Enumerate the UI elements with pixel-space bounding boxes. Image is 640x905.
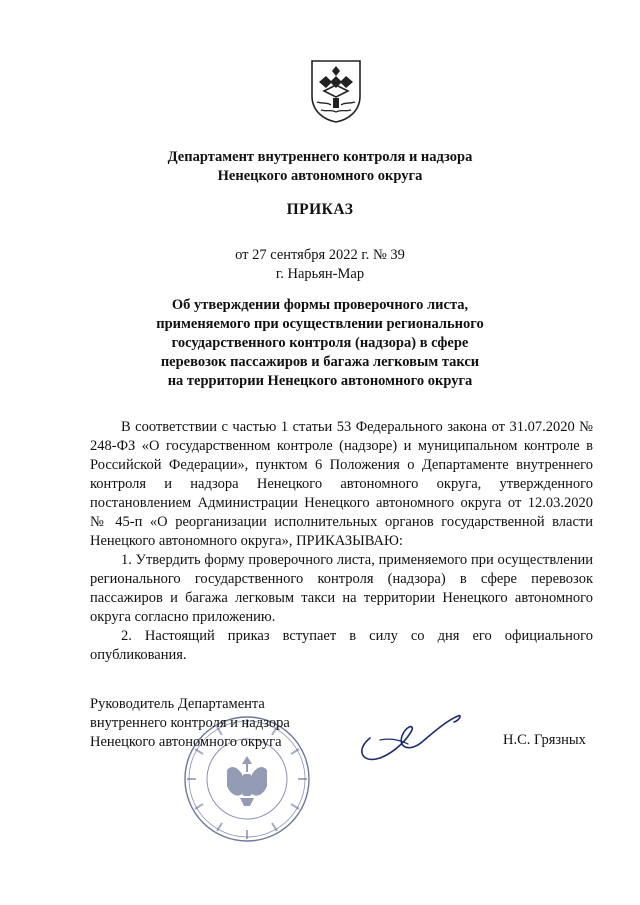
signatory-position bbox=[90, 695, 290, 752]
title-line: применяемого при осуществлении регионального bbox=[156, 316, 484, 332]
document-body bbox=[90, 418, 593, 665]
document-type: ПРИКАЗ bbox=[286, 201, 354, 218]
department-line: Ненецкого автономного округа bbox=[217, 168, 423, 184]
date-number: от 27 сентября 2022 г. № 39 bbox=[235, 247, 405, 263]
date-and-place bbox=[0, 246, 640, 284]
position-line: Ненецкого автономного округа bbox=[90, 734, 282, 750]
department-name bbox=[0, 148, 640, 186]
document-title bbox=[0, 296, 640, 391]
position-line: Руководитель Департамента bbox=[90, 696, 265, 712]
department-line: Департамент внутреннего контроля и надзора bbox=[167, 149, 473, 165]
coat-of-arms-icon bbox=[309, 58, 363, 124]
title-line: государственного контроля (надзора) в сфере bbox=[171, 335, 469, 351]
place: г. Нарьян-Мар bbox=[275, 266, 365, 282]
title-line: на территории Ненецкого автономного округа bbox=[167, 373, 473, 389]
title-line: перевозок пассажиров и багажа легковым такси bbox=[160, 354, 480, 370]
position-line: внутреннего контроля и надзора bbox=[90, 715, 290, 731]
signatory-name: Н.С. Грязных bbox=[503, 732, 586, 748]
item-2-paragraph: 2. Настоящий приказ вступает в силу со дня его официального опубликования. bbox=[90, 628, 593, 663]
item-1-paragraph: 1. Утвердить форму проверочного листа, применяемого при осуществлении регионального государственного контроля (надзора) в сфере перевозок пассажиров и багажа легковым такси на территории Ненецкого автономного округа согласно приложению. bbox=[90, 552, 593, 625]
preamble-paragraph: В соответствии с частью 1 статьи 53 Федерального закона от 31.07.2020 № 248-ФЗ «О государственном контроле (надзоре) и муниципальном контроле в Российской Федерации», пунктом 6 Положения о Департаменте внутреннего контроля и надзора Ненецкого автономного округа, утвержденного постановлением Администрации Ненецкого автономного округа от 12.03.2020 № 45-п «О реорганизации исполнительных органов государственной власти Ненецкого автономного округа», ПРИКАЗЫВАЮ: bbox=[90, 419, 593, 549]
handwritten-signature-icon bbox=[350, 708, 470, 768]
title-line: Об утверждении формы проверочного листа, bbox=[171, 297, 469, 313]
